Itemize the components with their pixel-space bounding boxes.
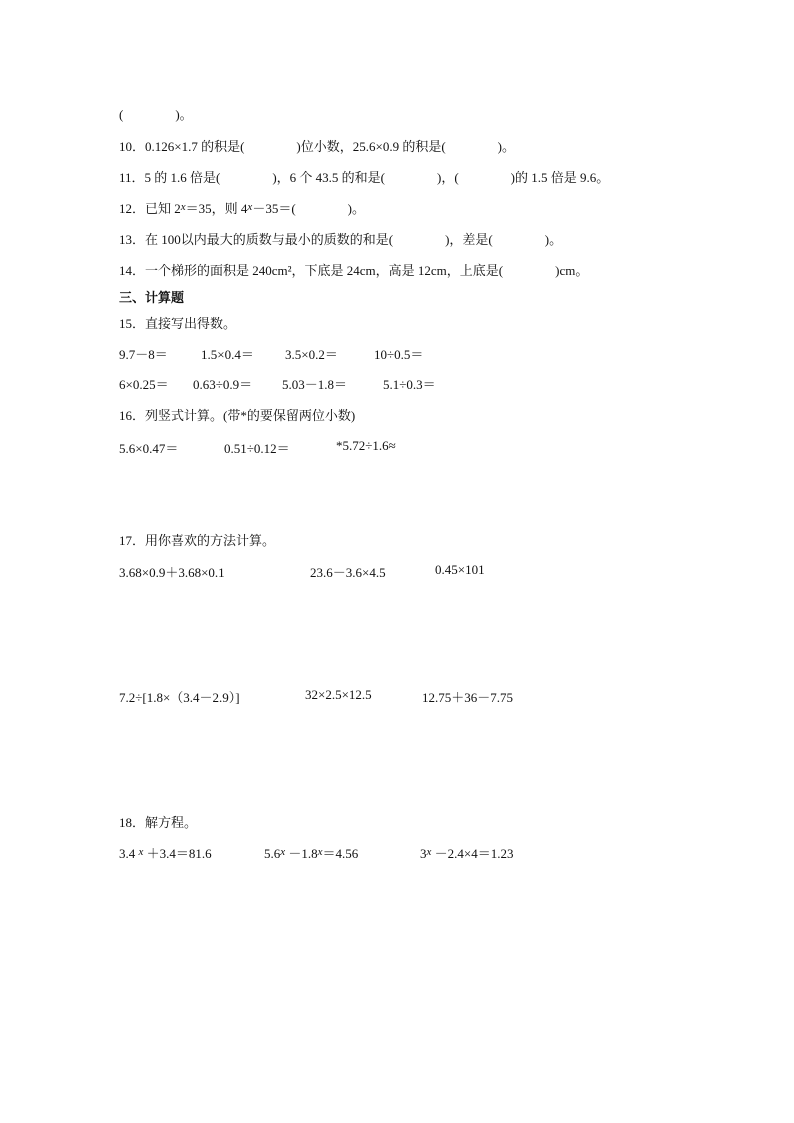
question-9-continuation: ( )。	[119, 107, 193, 122]
equation-1	[119, 843, 212, 862]
question-17-prompt: 17．用你喜欢的方法计算。	[119, 533, 276, 548]
variable-x: x	[317, 846, 323, 858]
expression: 0.63÷0.9＝	[193, 377, 253, 392]
expression: 6×0.25＝	[119, 377, 169, 392]
equation-2	[264, 843, 358, 862]
equation-part: 5.6	[264, 846, 281, 861]
expression: *5.72÷1.6≈	[336, 438, 396, 453]
equation-part: 3.4	[119, 846, 136, 861]
expression: 3.5×0.2＝	[285, 347, 338, 362]
equation-part: ＋3.4＝81.6	[146, 846, 212, 861]
question-11: 11．5 的 1.6 倍是( )，6 个 43.5 的和是( )，( )的 1.5 倍是 9.6。	[119, 170, 610, 185]
variable-x: x	[138, 846, 144, 858]
expression: 12.75＋36－7.75	[422, 690, 514, 705]
expression: 3.68×0.9＋3.68×0.1	[119, 565, 225, 580]
question-18-prompt: 18．解方程。	[119, 815, 198, 830]
section-heading-calculation: 三、计算题	[119, 290, 185, 305]
variable-x: x	[426, 846, 432, 858]
question-10: 10．0.126×1.7 的积是( )位小数，25.6×0.9 的积是( )。	[119, 139, 515, 154]
question-15-prompt: 15．直接写出得数。	[119, 316, 237, 331]
expression: 0.45×101	[435, 562, 485, 577]
question-13: 13．在 100以内最大的质数与最小的质数的和是( )，差是( )。	[119, 232, 563, 247]
question-12-part-b: ＝35，则 4	[185, 201, 248, 216]
expression: 7.2÷[1.8×（3.4－2.9）]	[119, 690, 240, 705]
expression: 10÷0.5＝	[374, 347, 424, 362]
expression: 32×2.5×12.5	[305, 687, 372, 702]
expression: 9.7－8＝	[119, 347, 168, 362]
variable-x: x	[180, 201, 186, 213]
expression: 5.03－1.8＝	[282, 377, 348, 392]
expression: 5.1÷0.3＝	[383, 377, 436, 392]
variable-x: x	[247, 201, 253, 213]
expression: 5.6×0.47＝	[119, 441, 179, 456]
variable-x: x	[280, 846, 286, 858]
expression: 0.51÷0.12＝	[224, 441, 290, 456]
equation-part: 3	[420, 846, 427, 861]
expression: 23.6－3.6×4.5	[310, 565, 386, 580]
equation-part: －1.8	[288, 846, 318, 861]
equation-part: ＝4.56	[322, 846, 359, 861]
question-12	[119, 198, 365, 217]
equation-part: －2.4×4＝1.23	[434, 846, 514, 861]
question-14: 14．一个梯形的面积是 240cm²，下底是 24cm，高是 12cm，上底是( )cm。	[119, 263, 589, 278]
question-12-part-c: －35＝( )。	[252, 201, 365, 216]
question-16-prompt: 16．列竖式计算。(带*的要保留两位小数)	[119, 408, 356, 423]
question-12-part-a: 12．已知 2	[119, 201, 181, 216]
expression: 1.5×0.4＝	[201, 347, 254, 362]
equation-3	[420, 843, 513, 862]
